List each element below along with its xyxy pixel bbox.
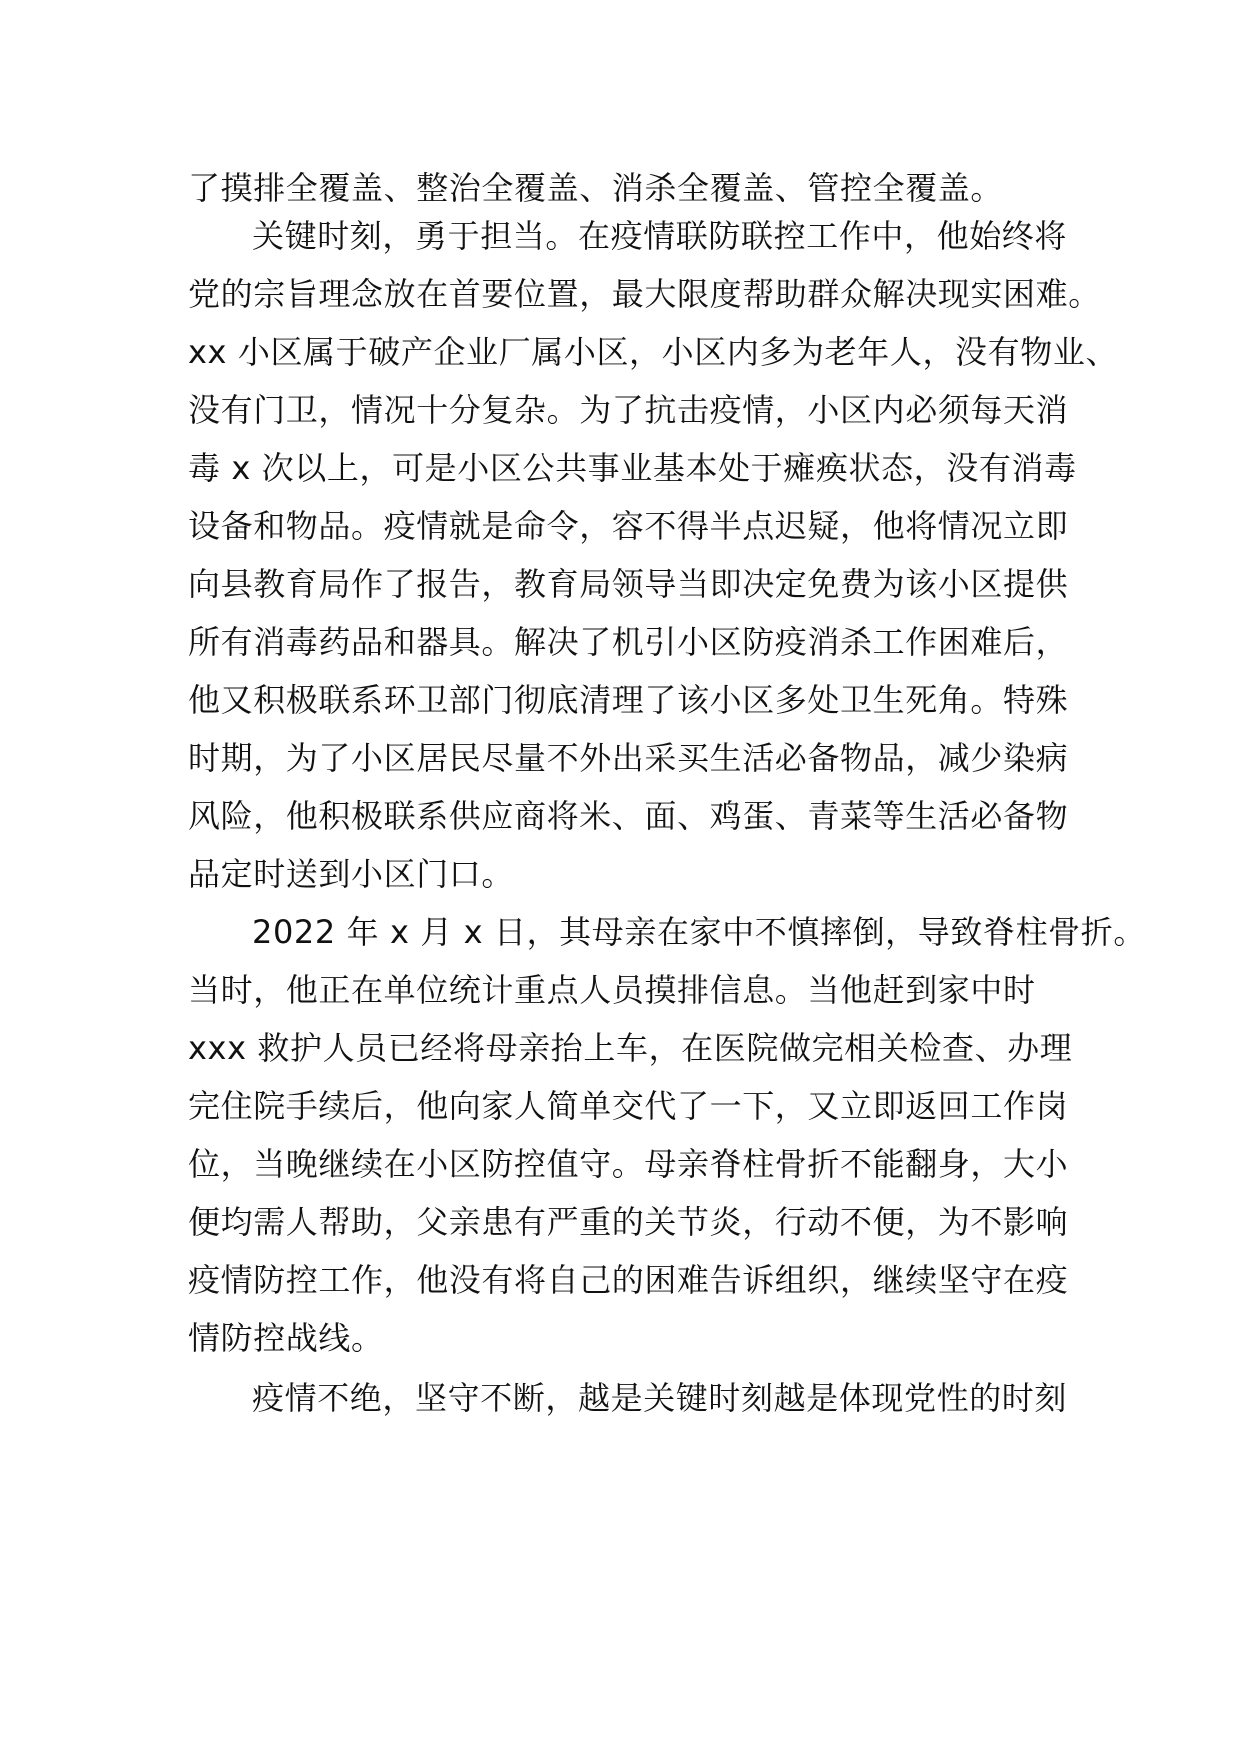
text-line: 所有消毒药品和器具。解决了机引小区防疫消杀工作困难后， — [188, 623, 1069, 661]
paragraph-first-line: 关键时刻，勇于担当。在疫情联防联控工作中，他始终将 — [252, 217, 1068, 255]
text-line: 设备和物品。疫情就是命令，容不得半点迟疑，他将情况立即 — [188, 507, 1069, 545]
text-line: 当时，他正在单位统计重点人员摸排信息。当他赶到家中时 — [188, 971, 1036, 1009]
text-line: xx 小区属于破产企业厂属小区，小区内多为老年人，没有物业、 — [188, 333, 1119, 371]
text-line: 他又积极联系环卫部门彻底清理了该小区多处卫生死角。特殊 — [188, 681, 1069, 719]
text-line: 毒 x 次以上，可是小区公共事业基本处于瘫痪状态，没有消毒 — [188, 449, 1077, 487]
text-line: 品定时送到小区门口。 — [188, 855, 515, 893]
text-line: 风险，他积极联系供应商将米、面、鸡蛋、青菜等生活必备物 — [188, 797, 1069, 835]
paragraph-first-line: 2022 年 x 月 x 日，其母亲在家中不慎摔倒，导致脊柱骨折。 — [252, 913, 1146, 951]
text-line: 没有门卫，情况十分复杂。为了抗击疫情，小区内必须每天消 — [188, 391, 1069, 429]
text-line: 位，当晚继续在小区防控值守。母亲脊柱骨折不能翻身，大小 — [188, 1145, 1069, 1183]
paragraph-first-line: 疫情不绝，坚守不断，越是关键时刻越是体现党性的时刻 — [252, 1379, 1068, 1417]
text-line: 党的宗旨理念放在首要位置，最大限度帮助群众解决现实困难。 — [188, 275, 1101, 313]
text-line: 向县教育局作了报告，教育局领导当即决定免费为该小区提供 — [188, 565, 1069, 603]
text-line: 情防控战线。 — [188, 1319, 384, 1357]
text-line: 疫情防控工作，他没有将自己的困难告诉组织，继续坚守在疫 — [188, 1261, 1069, 1299]
text-line: 了摸排全覆盖、整治全覆盖、消杀全覆盖、管控全覆盖。 — [188, 169, 1004, 207]
text-line: 便均需人帮助，父亲患有严重的关节炎，行动不便，为不影响 — [188, 1203, 1069, 1241]
text-line: xxx 救护人员已经将母亲抬上车，在医院做完相关检查、办理 — [188, 1029, 1073, 1067]
text-line: 完住院手续后，他向家人简单交代了一下，又立即返回工作岗 — [188, 1087, 1069, 1125]
text-line: 时期，为了小区居民尽量不外出采买生活必备物品，减少染病 — [188, 739, 1069, 777]
